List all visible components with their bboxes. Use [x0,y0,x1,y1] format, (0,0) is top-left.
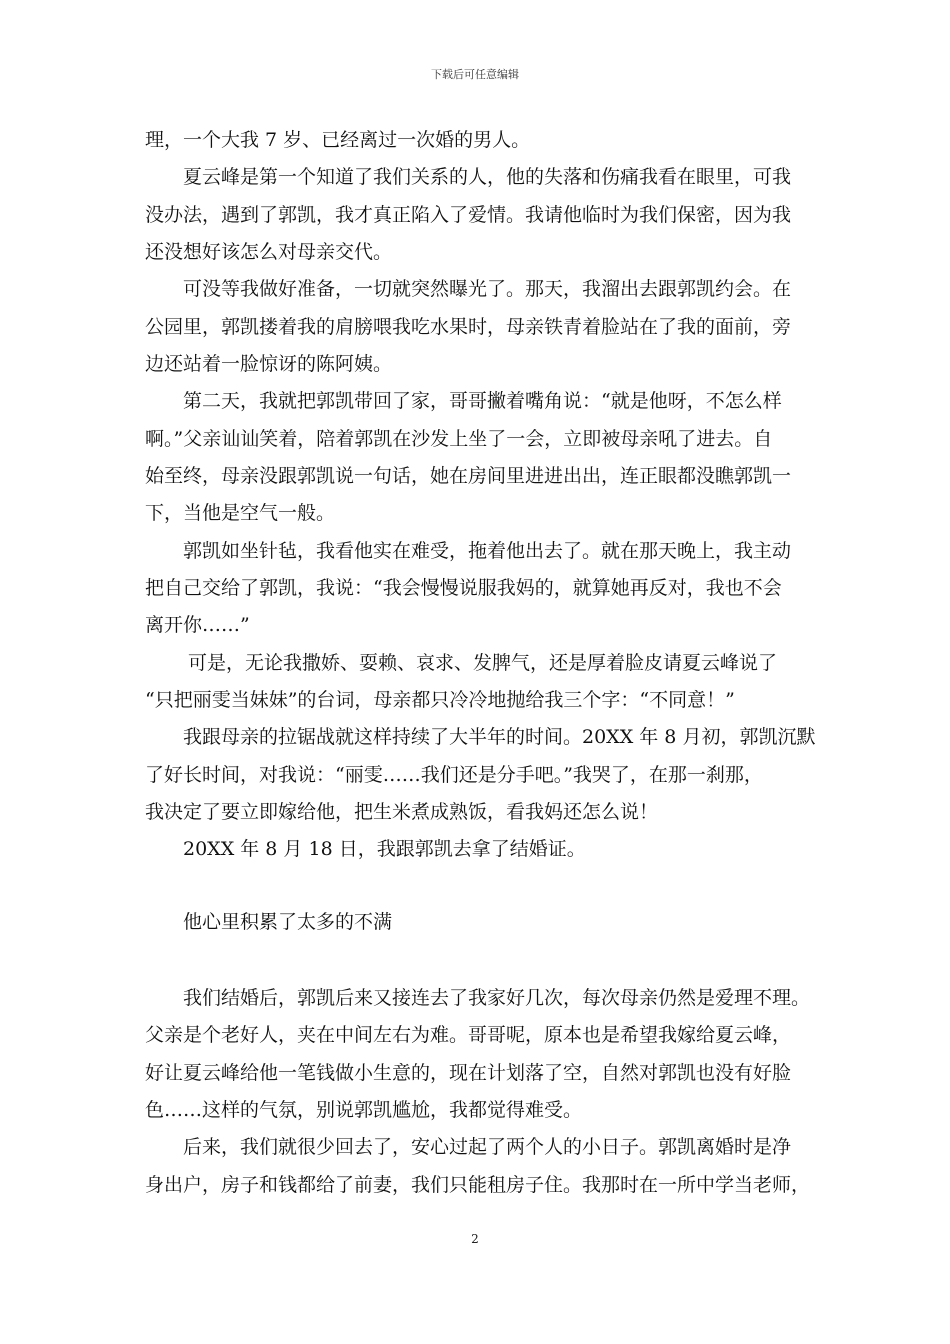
body-line: 父亲是个老好人，夹在中间左右为难。哥哥呢，原本也是希望我嫁给夏云峰， [145,1024,792,1046]
body-line: 可是，无论我撒娇、耍赖、哀求、发脾气，还是厚着脸皮请夏云峰说了 [188,652,778,674]
body-line: 下，当他是空气一般。 [145,502,336,524]
page-header: 下载后可任意编辑 [431,68,519,81]
body-line: 我决定了要立即嫁给他，把生米煮成熟饭，看我妈还怎么说！ [145,801,659,823]
body-line: 还没想好该怎么对母亲交代。 [145,241,393,263]
body-line: 理，一个大我 7 岁、已经离过一次婚的男人。 [145,129,531,151]
body-line: 啊。”父亲讪讪笑着，陪着郭凯在沙发上坐了一会，立即被母亲吼了进去。自 [145,428,773,450]
body-line: 离开你……” [145,614,250,636]
body-line: 第二天，我就把郭凯带回了家，哥哥撇着嘴角说：“就是他呀，不怎么样 [183,390,782,412]
body-line: 可没等我做好准备，一切就突然曝光了。那天，我溜出去跟郭凯约会。在 [183,278,792,300]
body-line: 边还站着一脸惊讶的陈阿姨。 [145,353,393,375]
body-line: 始至终，母亲没跟郭凯说一句话，她在房间里进进出出，连正眼都没瞧郭凯一 [145,465,792,487]
body-line: 公园里，郭凯搂着我的肩膀喂我吃水果时，母亲铁青着脸站在了我的面前，旁 [145,316,792,338]
body-line: 没办法，遇到了郭凯，我才真正陷入了爱情。我请他临时为我们保密，因为我 [145,204,792,226]
body-line: 我们结婚后，郭凯后来又接连去了我家好几次，每次母亲仍然是爱理不理。 [183,987,811,1009]
body-line: 20XX 年 8 月 18 日，我跟郭凯去拿了结婚证。 [183,838,586,860]
body-line: 色……这样的气氛，别说郭凯尴尬，我都觉得难受。 [145,1099,583,1121]
body-line: 把自己交给了郭凯，我说：“我会慢慢说服我妈的，就算她再反对，我也不会 [145,577,782,599]
section-heading: 他心里积累了太多的不满 [183,911,393,933]
body-line: 我跟母亲的拉锯战就这样持续了大半年的时间。20XX 年 8 月初，郭凯沉默 [183,726,816,748]
body-line: 好让夏云峰给他一笔钱做小生意的，现在计划落了空，自然对郭凯也没有好脸 [145,1062,792,1084]
body-line: 郭凯如坐针毡，我看他实在难受，拖着他出去了。就在那天晚上，我主动 [183,540,792,562]
page-number: 2 [471,1232,479,1246]
body-line: “只把丽雯当妹妹”的台词，母亲都只冷冷地抛给我三个字：“不同意！” [145,689,735,711]
body-line: 了好长时间，对我说：“丽雯……我们还是分手吧。”我哭了，在那一刹那， [145,764,763,786]
body-line: 夏云峰是第一个知道了我们关系的人，他的失落和伤痛我看在眼里，可我 [183,166,792,188]
body-line: 身出户，房子和钱都给了前妻，我们只能租房子住。我那时在一所中学当老师， [145,1174,811,1196]
body-line: 后来，我们就很少回去了，安心过起了两个人的小日子。郭凯离婚时是净 [183,1136,792,1158]
